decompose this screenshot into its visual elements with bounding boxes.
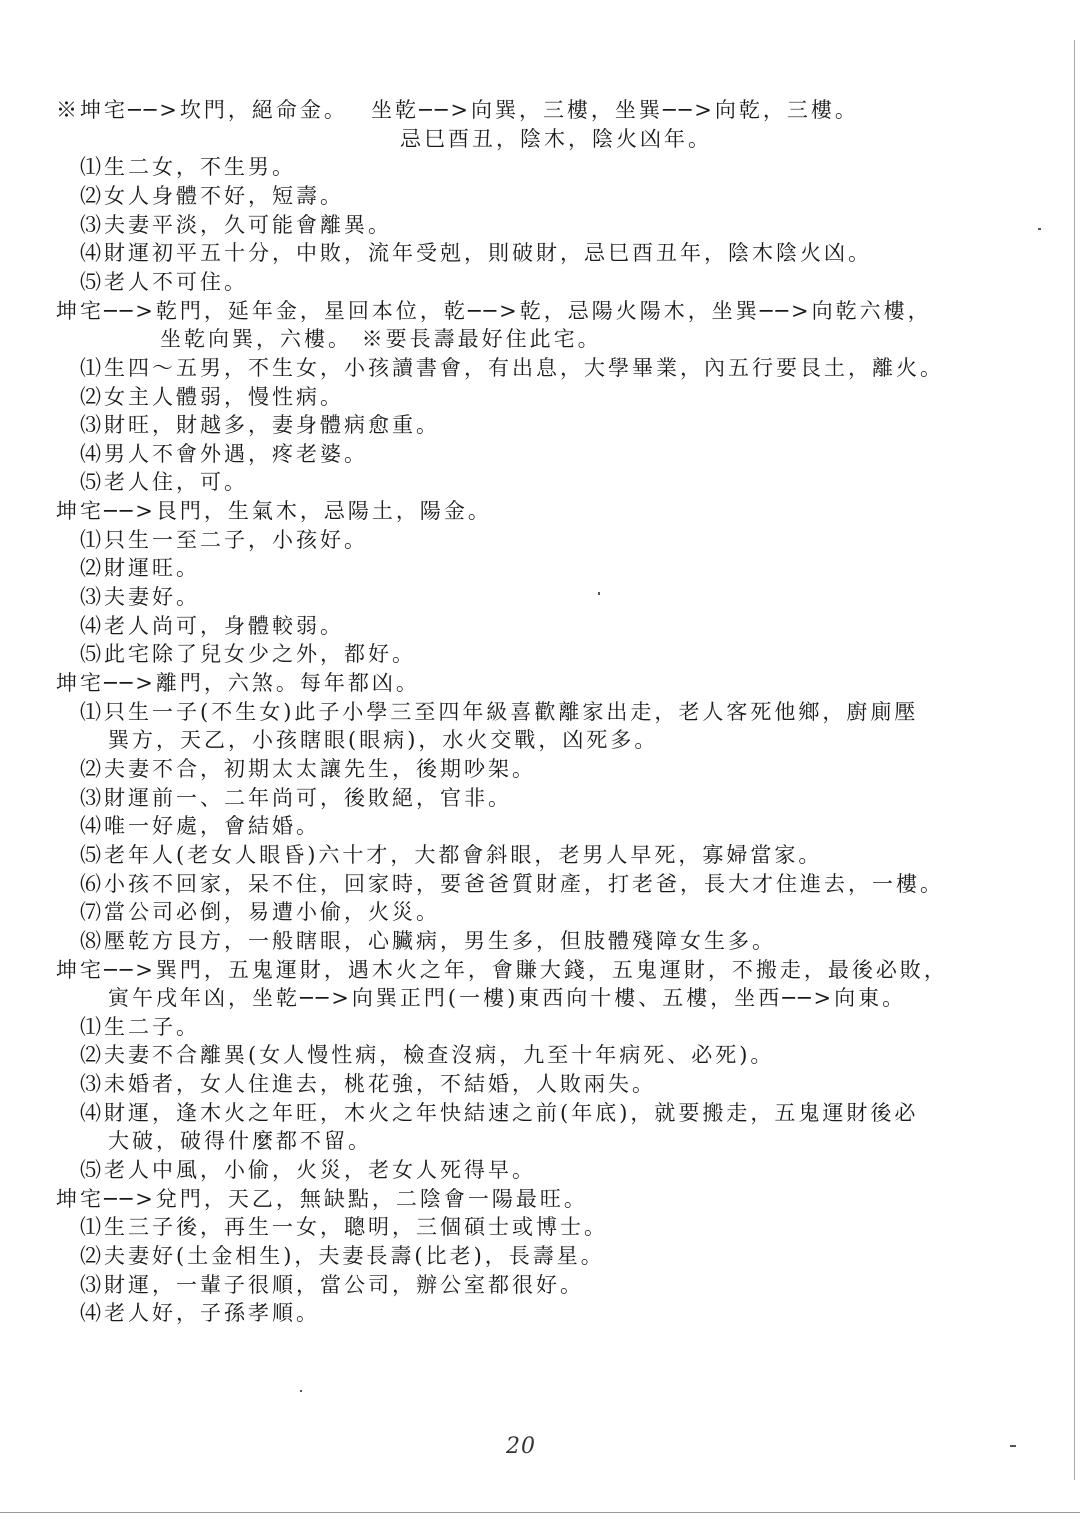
continuation-line: 大破，破得什麼都不留。	[108, 1129, 372, 1153]
list-item: ⑴生三子後，再生一女，聰明，三個碩士或博士。	[80, 1215, 608, 1239]
list-item: ⑺當公司必倒，易遭小偷，火災。	[80, 900, 440, 924]
continuation-line: 忌巳酉丑，陰木，陰火凶年。	[400, 127, 712, 151]
list-item: ⑴只生一至二子，小孩好。	[80, 528, 368, 552]
list-item: ⑸老人中風，小偷，火災，老女人死得早。	[80, 1158, 536, 1182]
section-heading: 坤宅──>巽門，五鬼運財，遇木火之年，會賺大錢，五鬼運財，不搬走，最後必敗，	[56, 958, 948, 982]
list-item: ⑸此宅除了兒女少之外，都好。	[80, 642, 416, 666]
list-item: ⑵女主人體弱，慢性病。	[80, 385, 344, 409]
scan-speck	[598, 592, 600, 595]
scan-speck	[1010, 1445, 1016, 1447]
list-item: ⑷老人好，子孫孝順。	[80, 1301, 320, 1325]
scan-edge-line	[0, 1512, 1080, 1513]
list-item: ⑸老年人(老女人眼昏)六十才，大都會斜眼，老男人早死，寡婦當家。	[80, 843, 823, 867]
list-item: ⑵夫妻好(土金相生)，夫妻長壽(比老)，長壽星。	[80, 1244, 605, 1268]
list-item: ⑷男人不會外遇，疼老婆。	[80, 442, 368, 466]
page-number: 20	[506, 1434, 536, 1459]
continuation-line: 坐乾向巽，六樓。 ※要長壽最好住此宅。	[160, 327, 602, 351]
section-heading: 坤宅──>艮門，生氣木，忌陽土，陽金。	[56, 499, 492, 523]
list-item: ⑵女人身體不好，短壽。	[80, 184, 344, 208]
list-item: ⑶財運，一輩子很順，當公司，辦公室都很好。	[80, 1273, 584, 1297]
list-item: ⑷財運初平五十分，中敗，流年受剋，則破財，忌巳酉丑年，陰木陰火凶。	[80, 241, 872, 265]
section-heading: 坤宅──>離門，六煞。每年都凶。	[56, 671, 420, 695]
section-heading: 坤宅──>乾門，延年金，星回本位，乾──>乾，忌陽火陽木，坐巽──>向乾六樓，	[56, 299, 932, 323]
list-item: ⑷唯一好處，會結婚。	[80, 814, 320, 838]
list-item: ⑶財運前一、二年尚可，後敗絕，官非。	[80, 786, 512, 810]
list-item: ⑹小孩不回家，呆不住，回家時，要爸爸質財產，打老爸，長大才住進去，一樓。	[80, 872, 944, 896]
list-item: ⑴生四～五男，不生女，小孩讀書會，有出息，大學畢業，內五行要艮土，離火。	[80, 356, 944, 380]
list-item: ⑸老人住，可。	[80, 470, 248, 494]
list-item: ⑷財運，逢木火之年旺，木火之年快結速之前(年底)，就要搬走，五鬼運財後必	[80, 1101, 919, 1125]
section-heading: ※坤宅──>坎門，絕命金。 坐乾──>向巽，三樓，坐巽──>向乾，三樓。	[56, 98, 859, 122]
continuation-line: 寅午戌年凶，坐乾──>向巽正門(一樓)東西向十樓、五樓，坐西──>向東。	[108, 986, 907, 1010]
scan-speck	[1038, 228, 1041, 230]
list-item: ⑶夫妻好。	[80, 585, 200, 609]
list-item: ⑷老人尚可，身體較弱。	[80, 614, 344, 638]
list-item: ⑵夫妻不合離異(女人慢性病，檢查沒病，九至十年病死、必死)。	[80, 1043, 775, 1067]
scan-edge-shadow	[1074, 40, 1075, 1480]
list-item: ⑶未婚者，女人住進去，桃花強，不結婚，人敗兩失。	[80, 1072, 656, 1096]
list-item: ⑴只生一子(不生女)此子小學三至四年級喜歡離家出走，老人客死他鄉，廚廁壓	[80, 700, 919, 724]
continuation-line: 巽方，天乙，小孩瞎眼(眼病)，水火交戰，凶死多。	[108, 728, 659, 752]
section-heading: 坤宅──>兌門，天乙，無缺點，二陰會一陽最旺。	[56, 1187, 588, 1211]
list-item: ⑵財運旺。	[80, 556, 200, 580]
list-item: ⑵夫妻不合，初期太太讓先生，後期吵架。	[80, 757, 536, 781]
list-item: ⑴生二女，不生男。	[80, 155, 296, 179]
list-item: ⑻壓乾方艮方，一般瞎眼，心臟病，男生多，但肢體殘障女生多。	[80, 929, 776, 953]
scan-speck	[300, 1390, 302, 1392]
list-item: ⑸老人不可住。	[80, 270, 248, 294]
list-item: ⑶財旺，財越多，妻身體病愈重。	[80, 413, 440, 437]
list-item: ⑴生二子。	[80, 1015, 200, 1039]
list-item: ⑶夫妻平淡，久可能會離異。	[80, 213, 392, 237]
